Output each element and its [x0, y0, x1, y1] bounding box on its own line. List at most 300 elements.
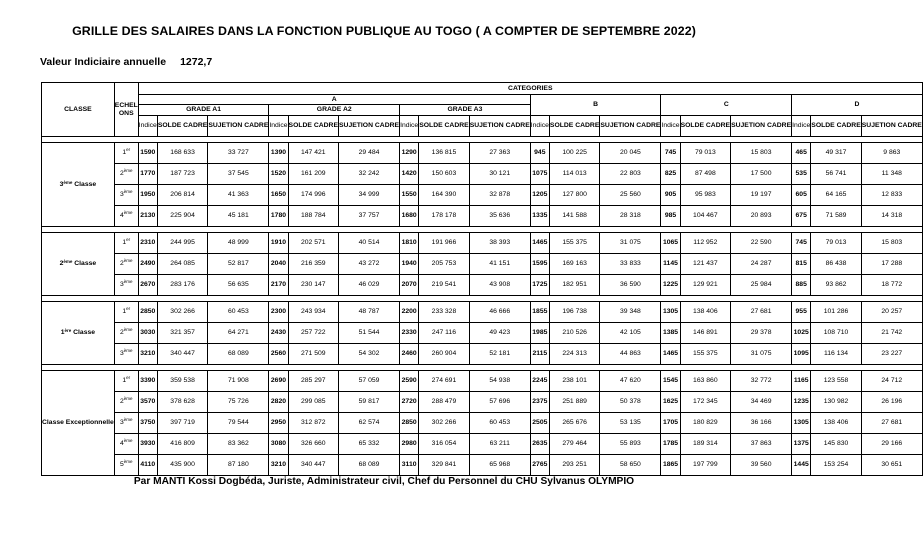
- solde-cell: 196 738: [549, 302, 599, 323]
- solde-cell: 397 719: [157, 413, 207, 434]
- solde-cell: 182 951: [549, 275, 599, 296]
- indice-cell: 3110: [400, 455, 419, 476]
- sujetion-cell: 23 227: [861, 344, 922, 365]
- indice-cell: 675: [792, 206, 811, 227]
- sujetion-cadre-header: SUJETION CADRE: [861, 116, 922, 137]
- indice-cell: 3570: [138, 392, 157, 413]
- solde-cell: 189 314: [680, 434, 730, 455]
- solde-cadre-header: SOLDE CADRE: [419, 116, 469, 137]
- sujetion-cell: 45 181: [208, 206, 269, 227]
- indice-cell: 1205: [530, 185, 549, 206]
- sujetion-cell: 62 574: [339, 413, 400, 434]
- indice-cell: 2245: [530, 371, 549, 392]
- indice-cell: 3390: [138, 371, 157, 392]
- classe-suffix: ère: [64, 328, 72, 334]
- indice-cell: 1595: [530, 254, 549, 275]
- indice-cell: 1145: [661, 254, 680, 275]
- solde-cell: 302 266: [157, 302, 207, 323]
- solde-cell: 49 317: [811, 143, 861, 164]
- solde-cell: 123 558: [811, 371, 861, 392]
- sujetion-cell: 53 135: [600, 413, 661, 434]
- indice-cell: 2115: [530, 344, 549, 365]
- solde-cell: 146 891: [680, 323, 730, 344]
- solde-cell: 378 628: [157, 392, 207, 413]
- solde-cell: 108 710: [811, 323, 861, 344]
- echelon-number: 1: [122, 149, 127, 157]
- indice-cell: 945: [530, 143, 549, 164]
- echelon-number: 5: [119, 461, 124, 469]
- sujetion-cell: 29 484: [339, 143, 400, 164]
- indice-cell: 1785: [661, 434, 680, 455]
- solde-cell: 71 589: [811, 206, 861, 227]
- solde-cell: 288 479: [419, 392, 469, 413]
- indice-cell: 2635: [530, 434, 549, 455]
- solde-cell: 359 538: [157, 371, 207, 392]
- indice-cell: 1235: [792, 392, 811, 413]
- solde-cell: 180 829: [680, 413, 730, 434]
- grade-a1-header: GRADE A1: [138, 105, 269, 116]
- indice-cell: 2820: [269, 392, 288, 413]
- echelon-number: 1: [122, 377, 127, 385]
- solde-cadre-header: SOLDE CADRE: [811, 116, 861, 137]
- solde-cell: 104 467: [680, 206, 730, 227]
- sujetion-cell: 52 817: [208, 254, 269, 275]
- sujetion-cell: 54 302: [339, 344, 400, 365]
- sujetion-cell: 27 363: [469, 143, 530, 164]
- echelon-cell: [114, 233, 138, 254]
- valeur-value: 1272,7: [180, 56, 213, 68]
- sujetion-cell: 65 332: [339, 434, 400, 455]
- solde-cell: 150 603: [419, 164, 469, 185]
- indice-cell: 2560: [269, 344, 288, 365]
- solde-cadre-header: SOLDE CADRE: [549, 116, 599, 137]
- indice-cell: 1625: [661, 392, 680, 413]
- sujetion-cell: 56 635: [208, 275, 269, 296]
- sujetion-cell: 37 545: [208, 164, 269, 185]
- indice-cell: 2330: [400, 323, 419, 344]
- indice-cell: 2850: [400, 413, 419, 434]
- indice-cell: 2690: [269, 371, 288, 392]
- indice-cell: 885: [792, 275, 811, 296]
- sujetion-cell: 46 666: [469, 302, 530, 323]
- solde-cell: 302 266: [419, 413, 469, 434]
- indice-cell: 1855: [530, 302, 549, 323]
- echelon-suffix: ème: [123, 258, 133, 264]
- solde-cell: 187 723: [157, 164, 207, 185]
- echelon-cell: [114, 143, 138, 164]
- sujetion-cell: 9 863: [861, 143, 922, 164]
- solde-cell: 79 013: [811, 233, 861, 254]
- sujetion-cell: 57 059: [339, 371, 400, 392]
- solde-cell: 219 541: [419, 275, 469, 296]
- sujetion-cell: 40 514: [339, 233, 400, 254]
- sujetion-cadre-header: SUJETION CADRE: [731, 116, 792, 137]
- sujetion-cell: 29 166: [861, 434, 922, 455]
- classe-cell: [42, 143, 115, 227]
- sujetion-cell: 29 378: [731, 323, 792, 344]
- classe-number: 2: [59, 260, 64, 268]
- indice-cell: 3210: [269, 455, 288, 476]
- indice-cell: 2590: [400, 371, 419, 392]
- sujetion-cell: 26 196: [861, 392, 922, 413]
- echelon-cell: [114, 434, 138, 455]
- sujetion-cell: 34 999: [339, 185, 400, 206]
- solde-cell: 197 799: [680, 455, 730, 476]
- solde-cell: 225 904: [157, 206, 207, 227]
- sujetion-cell: 38 393: [469, 233, 530, 254]
- indice-cell: 1650: [269, 185, 288, 206]
- sujetion-cell: 17 288: [861, 254, 922, 275]
- solde-cell: 340 447: [288, 455, 338, 476]
- sujetion-cell: 58 650: [600, 455, 661, 476]
- sujetion-cell: 60 453: [469, 413, 530, 434]
- echelon-cell: [114, 185, 138, 206]
- sujetion-cell: 75 726: [208, 392, 269, 413]
- solde-cell: 416 809: [157, 434, 207, 455]
- sujetion-cell: 15 803: [731, 143, 792, 164]
- sujetion-cell: 46 029: [339, 275, 400, 296]
- indice-cell: 3080: [269, 434, 288, 455]
- sujetion-cadre-header: SUJETION CADRE: [208, 116, 269, 137]
- solde-cell: 116 134: [811, 344, 861, 365]
- indice-cell: 1725: [530, 275, 549, 296]
- sujetion-cell: 49 423: [469, 323, 530, 344]
- solde-cell: 283 176: [157, 275, 207, 296]
- solde-cell: 243 934: [288, 302, 338, 323]
- table-row: [42, 164, 923, 185]
- sujetion-cell: 83 362: [208, 434, 269, 455]
- sujetion-cell: 18 772: [861, 275, 922, 296]
- indice-cell: 1025: [792, 323, 811, 344]
- indice-cell: 955: [792, 302, 811, 323]
- sujetion-cell: 63 211: [469, 434, 530, 455]
- indice-cell: 2765: [530, 455, 549, 476]
- echelon-number: 1: [122, 239, 127, 247]
- table-row: [42, 206, 923, 227]
- echelon-cell: [114, 206, 138, 227]
- solde-cell: 257 722: [288, 323, 338, 344]
- indice-cell: 1910: [269, 233, 288, 254]
- indice-cell: 1950: [138, 185, 157, 206]
- indice-cell: 1165: [792, 371, 811, 392]
- echelon-suffix: ème: [123, 168, 133, 174]
- sujetion-cell: 32 242: [339, 164, 400, 185]
- table-row: [42, 302, 923, 323]
- sujetion-cell: 44 863: [600, 344, 661, 365]
- classe-cell: [42, 302, 115, 365]
- sujetion-cell: 48 999: [208, 233, 269, 254]
- table-row: [42, 371, 923, 392]
- solde-cell: 164 390: [419, 185, 469, 206]
- sujetion-cell: 19 197: [731, 185, 792, 206]
- sujetion-cell: 50 378: [600, 392, 661, 413]
- sujetion-cell: 22 590: [731, 233, 792, 254]
- solde-cell: 264 085: [157, 254, 207, 275]
- indice-cell: 2310: [138, 233, 157, 254]
- indice-cell: 3930: [138, 434, 157, 455]
- indice-cell: 3030: [138, 323, 157, 344]
- table-row: [42, 323, 923, 344]
- echelon-cell: [114, 302, 138, 323]
- valeur-label: Valeur Indiciaire annuelle: [40, 56, 167, 68]
- sujetion-cell: 32 772: [731, 371, 792, 392]
- echelon-number: 3: [119, 419, 124, 427]
- sujetion-cell: 43 272: [339, 254, 400, 275]
- sujetion-cell: 33 833: [600, 254, 661, 275]
- indice-cell: 1545: [661, 371, 680, 392]
- indice-cell: 1390: [269, 143, 288, 164]
- solde-cell: 216 359: [288, 254, 338, 275]
- indice-cell: 1290: [400, 143, 419, 164]
- indice-cell: 905: [661, 185, 680, 206]
- sujetion-cell: 39 348: [600, 302, 661, 323]
- sujetion-cell: 52 181: [469, 344, 530, 365]
- indice-cell: 2505: [530, 413, 549, 434]
- classe-suffix: ème: [63, 259, 73, 265]
- classe-label: Classe: [72, 260, 97, 268]
- solde-cell: 210 526: [549, 323, 599, 344]
- echelon-number: 4: [119, 440, 124, 448]
- indice-cell: 1305: [792, 413, 811, 434]
- sujetion-cell: 43 908: [469, 275, 530, 296]
- solde-cell: 206 814: [157, 185, 207, 206]
- sujetion-cell: 64 271: [208, 323, 269, 344]
- indice-cell: 2130: [138, 206, 157, 227]
- echelon-suffix: er: [126, 237, 131, 243]
- sujetion-cell: 57 696: [469, 392, 530, 413]
- echelon-number: 1: [122, 308, 127, 316]
- solde-cell: 56 741: [811, 164, 861, 185]
- category-c-header: C: [661, 95, 792, 116]
- solde-cell: 178 178: [419, 206, 469, 227]
- indice-cell: 2430: [269, 323, 288, 344]
- classe-label: Classe Exceptionnelle: [42, 419, 114, 427]
- table-row: [42, 233, 923, 254]
- indice-cell: 2950: [269, 413, 288, 434]
- indice-header: Indice: [138, 116, 157, 137]
- sujetion-cell: 68 089: [339, 455, 400, 476]
- sujetion-cell: 34 469: [731, 392, 792, 413]
- sujetion-cell: 21 742: [861, 323, 922, 344]
- solde-cell: 188 784: [288, 206, 338, 227]
- sujetion-cell: 55 893: [600, 434, 661, 455]
- table-row: [42, 344, 923, 365]
- indice-cell: 605: [792, 185, 811, 206]
- table-row: [42, 413, 923, 434]
- indice-cell: 985: [661, 206, 680, 227]
- sujetion-cell: 25 984: [731, 275, 792, 296]
- solde-cell: 155 375: [680, 344, 730, 365]
- sujetion-cell: 24 287: [731, 254, 792, 275]
- solde-cell: 168 633: [157, 143, 207, 164]
- echelon-cell: [114, 413, 138, 434]
- indice-cell: 1705: [661, 413, 680, 434]
- sujetion-cell: 30 651: [861, 455, 922, 476]
- echelon-suffix: ème: [123, 279, 133, 285]
- classe-header: CLASSE: [42, 83, 115, 137]
- solde-cell: 299 085: [288, 392, 338, 413]
- sujetion-cell: 25 560: [600, 185, 661, 206]
- sujetion-cell: 27 681: [731, 302, 792, 323]
- solde-cell: 285 297: [288, 371, 338, 392]
- solde-cell: 202 571: [288, 233, 338, 254]
- solde-cell: 274 691: [419, 371, 469, 392]
- echelon-number: 2: [119, 398, 124, 406]
- solde-cell: 321 357: [157, 323, 207, 344]
- footer-credit: Par MANTI Kossi Dogbéda, Juriste, Administrateur civil, Chef du Personnel du CHU Sylvanus OLYMPIO: [133, 476, 635, 487]
- sujetion-cell: 37 757: [339, 206, 400, 227]
- grade-a3-header: GRADE A3: [400, 105, 531, 116]
- echelon-number: 2: [119, 329, 124, 337]
- indice-cell: 2170: [269, 275, 288, 296]
- sujetion-cell: 20 045: [600, 143, 661, 164]
- solde-cell: 100 225: [549, 143, 599, 164]
- sujetion-cell: 79 544: [208, 413, 269, 434]
- category-d-header: D: [792, 95, 923, 116]
- sujetion-cell: 31 075: [731, 344, 792, 365]
- sujetion-cadre-header: SUJETION CADRE: [600, 116, 661, 137]
- solde-cell: 141 588: [549, 206, 599, 227]
- solde-cadre-header: SOLDE CADRE: [157, 116, 207, 137]
- solde-cell: 247 116: [419, 323, 469, 344]
- solde-cell: 129 921: [680, 275, 730, 296]
- echelon-cell: [114, 323, 138, 344]
- indice-cell: 1385: [661, 323, 680, 344]
- sujetion-cell: 14 318: [861, 206, 922, 227]
- grade-a2-header: GRADE A2: [269, 105, 400, 116]
- solde-cell: 95 983: [680, 185, 730, 206]
- categories-header: CATEGORIES: [138, 83, 922, 95]
- solde-cell: 435 900: [157, 455, 207, 476]
- sujetion-cell: 30 121: [469, 164, 530, 185]
- solde-cell: 191 966: [419, 233, 469, 254]
- solde-cell: 271 509: [288, 344, 338, 365]
- classe-suffix: ème: [63, 179, 73, 185]
- sujetion-cell: 11 348: [861, 164, 922, 185]
- sujetion-cell: 17 500: [731, 164, 792, 185]
- echelon-suffix: er: [126, 147, 131, 153]
- indice-cell: 3750: [138, 413, 157, 434]
- table-row: [42, 455, 923, 476]
- sujetion-cell: 41 363: [208, 185, 269, 206]
- indice-cell: 1550: [400, 185, 419, 206]
- echelon-number: 3: [119, 281, 124, 289]
- solde-cell: 293 251: [549, 455, 599, 476]
- indice-cell: 2200: [400, 302, 419, 323]
- indice-header: Indice: [661, 116, 680, 137]
- indice-cell: 2490: [138, 254, 157, 275]
- solde-cell: 93 862: [811, 275, 861, 296]
- category-a-header: A: [138, 95, 530, 105]
- solde-cell: 79 013: [680, 143, 730, 164]
- classe-number: 1: [60, 329, 65, 337]
- solde-cell: 147 421: [288, 143, 338, 164]
- solde-cell: 329 841: [419, 455, 469, 476]
- sujetion-cell: 35 636: [469, 206, 530, 227]
- indice-cell: 1940: [400, 254, 419, 275]
- solde-cell: 174 996: [288, 185, 338, 206]
- indice-cell: 1335: [530, 206, 549, 227]
- echelon-cell: [114, 392, 138, 413]
- indice-cell: 825: [661, 164, 680, 185]
- sujetion-cell: 20 893: [731, 206, 792, 227]
- indice-cell: 2460: [400, 344, 419, 365]
- indice-cell: 1375: [792, 434, 811, 455]
- classe-number: 3: [59, 180, 64, 188]
- indice-cell: 1420: [400, 164, 419, 185]
- solde-cell: 260 904: [419, 344, 469, 365]
- echelon-number: 3: [119, 350, 124, 358]
- sujetion-cell: 41 151: [469, 254, 530, 275]
- solde-cell: 161 209: [288, 164, 338, 185]
- table-row: [42, 254, 923, 275]
- indice-cell: 2070: [400, 275, 419, 296]
- sujetion-cell: 12 833: [861, 185, 922, 206]
- solde-cell: 340 447: [157, 344, 207, 365]
- indice-cell: 1770: [138, 164, 157, 185]
- solde-cell: 114 013: [549, 164, 599, 185]
- echelon-suffix: ème: [123, 348, 133, 354]
- indice-cell: 2720: [400, 392, 419, 413]
- sujetion-cell: 65 968: [469, 455, 530, 476]
- classe-cell: [42, 371, 115, 476]
- sujetion-cell: 42 105: [600, 323, 661, 344]
- sujetion-cell: 39 560: [731, 455, 792, 476]
- echelon-suffix: ème: [123, 189, 133, 195]
- solde-cell: 238 101: [549, 371, 599, 392]
- solde-cell: 138 406: [680, 302, 730, 323]
- indice-cell: 535: [792, 164, 811, 185]
- table-row: [42, 275, 923, 296]
- sujetion-cell: 27 681: [861, 413, 922, 434]
- echelon-suffix: ème: [123, 327, 133, 333]
- sujetion-cell: 28 318: [600, 206, 661, 227]
- sujetion-cell: 59 817: [339, 392, 400, 413]
- echelon-suffix: ème: [123, 210, 133, 216]
- sujetion-cell: 33 727: [208, 143, 269, 164]
- solde-cell: 145 830: [811, 434, 861, 455]
- valeur-indiciaire: [40, 56, 212, 68]
- solde-cell: 112 952: [680, 233, 730, 254]
- indice-cell: 815: [792, 254, 811, 275]
- indice-cell: 1065: [661, 233, 680, 254]
- echelon-cell: [114, 455, 138, 476]
- sujetion-cell: 24 712: [861, 371, 922, 392]
- sujetion-cell: 71 908: [208, 371, 269, 392]
- indice-cell: 1465: [530, 233, 549, 254]
- sujetion-cell: 22 803: [600, 164, 661, 185]
- solde-cell: 153 254: [811, 455, 861, 476]
- indice-cell: 745: [661, 143, 680, 164]
- sujetion-cell: 20 257: [861, 302, 922, 323]
- sujetion-cell: 15 803: [861, 233, 922, 254]
- solde-cell: 244 995: [157, 233, 207, 254]
- table-row: [42, 143, 923, 164]
- solde-cell: 251 889: [549, 392, 599, 413]
- echelon-cell: [114, 275, 138, 296]
- solde-cell: 163 860: [680, 371, 730, 392]
- classe-label: Classe: [71, 329, 96, 337]
- echelon-cell: [114, 254, 138, 275]
- indice-cell: 1520: [269, 164, 288, 185]
- sujetion-cell: 51 544: [339, 323, 400, 344]
- indice-cell: 465: [792, 143, 811, 164]
- indice-header: Indice: [792, 116, 811, 137]
- table-row: [42, 434, 923, 455]
- indice-cell: 1225: [661, 275, 680, 296]
- echelon-suffix: er: [126, 306, 131, 312]
- indice-cell: 1095: [792, 344, 811, 365]
